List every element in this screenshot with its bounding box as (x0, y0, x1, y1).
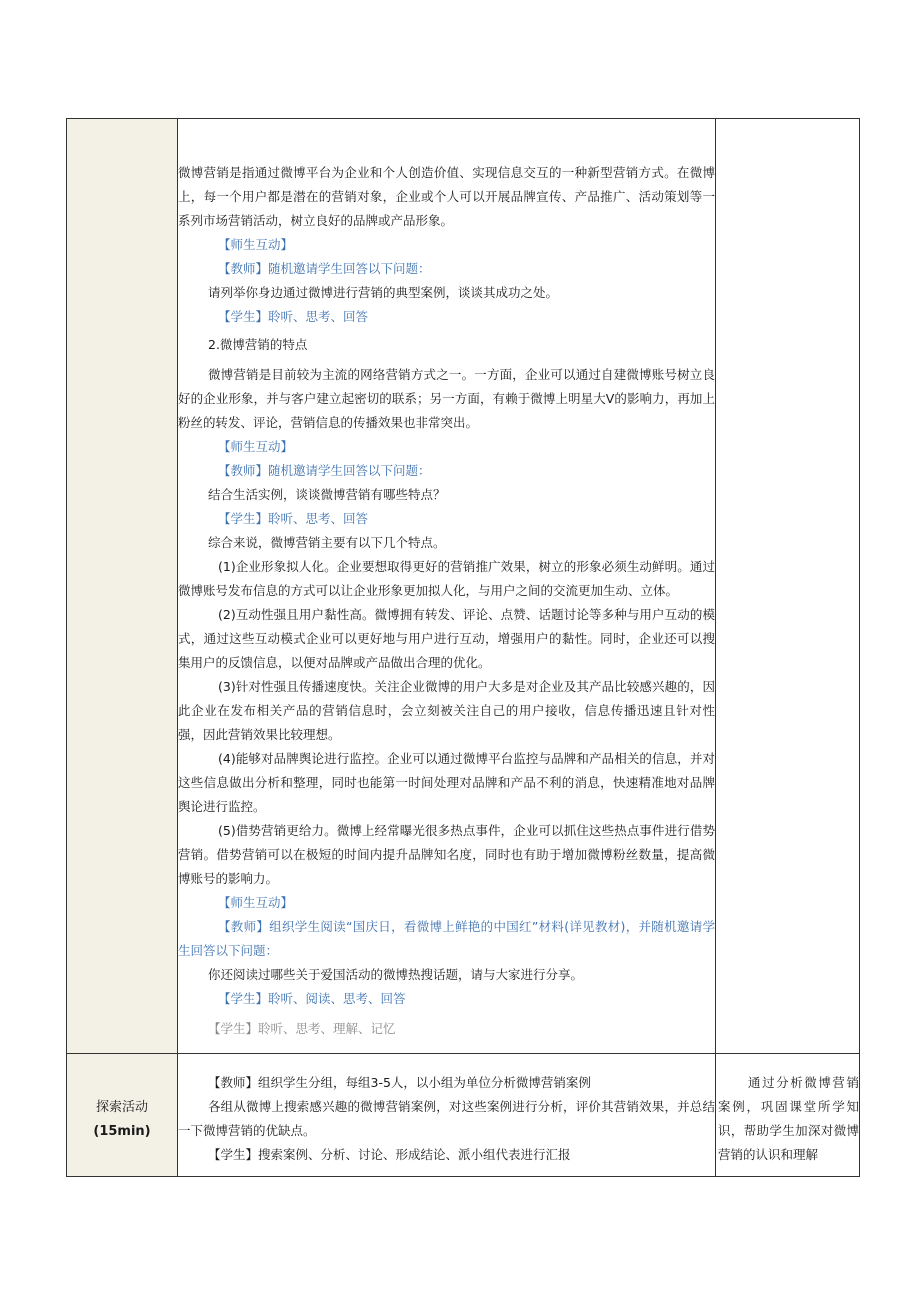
right-cell (716, 119, 860, 1054)
teacher-instruction: 【教师】组织学生分组，每组3-5人，以小组为单位分析微博营销案例 (208, 1074, 591, 1090)
activity-label-cell (67, 1053, 178, 1176)
feature-item: (2)互动性强且用户黏性高。微博拥有转发、评论、点赞、话题讨论等多种与用户互动的模式，通过这些互动模式企业可以更好地与用户进行互动，增强用户的黏性。同时，企业还可以搜集用户的反馈信息，以便对品牌或产品做出合理的优化。 (178, 607, 715, 670)
content-body (178, 119, 715, 1041)
paragraph: 综合来说，微博营销主要有以下几个特点。 (208, 535, 446, 550)
intro-paragraph: 微博营销是指通过微博平台为企业和个人创造价值、实现信息交互的一种新型营销方式。在微博上，每一个用户都是潜在的营销对象，企业或个人可以开展品牌宣传、产品推广、活动策划等一系列市场营销活动，树立良好的品牌或产品形象。 (178, 165, 715, 228)
feature-item: (5)借势营销更给力。微博上经常曝光很多热点事件，企业可以抓住这些热点事件进行借势营销。借势营销可以在极短的时间内提升品牌知名度，同时也有助于增加微博粉丝数量，提高微博账号的影响力。 (178, 823, 715, 886)
teacher-instruction: 【教师】随机邀请学生回答以下问题： (218, 463, 431, 478)
activity-title: 探索活动 (95, 1099, 148, 1115)
question: 你还阅读过哪些关于爱国活动的微博热搜话题，请与大家进行分享。 (208, 967, 584, 982)
student-response: 【学生】聆听、阅读、思考、回答 (218, 991, 406, 1006)
interaction-heading: 【师生互动】 (218, 439, 294, 454)
paragraph: 各组从微博上搜索感兴趣的微博营销案例，对这些案例进行分析，评价其营销效果，并总结一下微博营销的优缺点。 (178, 1098, 715, 1138)
lesson-table (66, 118, 860, 1177)
interaction-heading: 【师生互动】 (218, 237, 294, 252)
content-cell (178, 119, 716, 1054)
question: 请列举你身边通过微博进行营销的典型案例，谈谈其成功之处。 (208, 285, 559, 300)
teacher-instruction: 【教师】组织学生阅读“国庆日，看微博上鲜艳的中国红”材料(详见教材)，并随机邀请学生回答以下问题： (178, 919, 715, 958)
table-row (67, 119, 860, 1054)
student-response: 【学生】聆听、思考、回答 (218, 511, 369, 526)
feature-item: (1)企业形象拟人化。企业要想取得更好的营销推广效果，树立的形象必须生动鲜明。通过微博账号发布信息的方式可以让企业形象更加拟人化，与用户之间的交流更加生动、立体。 (178, 559, 715, 598)
activity-goal: 通过分析微博营销案例，巩固课堂所学知识，帮助学生加深对微博营销的认识和理解 (718, 1074, 859, 1162)
paragraph: 微博营销是目前较为主流的网络营销方式之一。一方面，企业可以通过自建微博账号树立良好的企业形象，并与客户建立起密切的联系；另一方面，有赖于微博上明星大V的影响力，再加上粉丝的转发、评论，营销信息的传播效果也非常突出。 (178, 367, 715, 430)
activity-content-cell (178, 1053, 716, 1176)
left-cell (67, 119, 178, 1054)
student-response: 【学生】搜索案例、分析、讨论、形成结论、派小组代表进行汇报 (208, 1146, 571, 1162)
student-response-faint: 【学生】聆听、思考、理解、记忆 (208, 1021, 396, 1036)
activity-goal-cell (716, 1053, 860, 1176)
feature-item: (4)能够对品牌舆论进行监控。企业可以通过微博平台监控与品牌和产品相关的信息，并对这些信息做出分析和整理，同时也能第一时间处理对品牌和产品不利的消息，快速精准地对品牌舆论进行监控。 (178, 751, 715, 814)
table-row (67, 1053, 860, 1176)
activity-duration: (15min) (93, 1123, 151, 1139)
interaction-heading: 【师生互动】 (218, 895, 294, 910)
feature-item: (3)针对性强且传播速度快。关注企业微博的用户大多是对企业及其产品比较感兴趣的，因此企业在发布相关产品的营销信息时，会立刻被关注自己的用户接收，信息传播迅速且针对性强，因此营销效果比较理想。 (178, 679, 715, 742)
question: 结合生活实例，谈谈微博营销有哪些特点？ (208, 487, 446, 502)
teacher-instruction: 【教师】随机邀请学生回答以下问题： (218, 261, 431, 276)
section-heading: 2.微博营销的特点 (208, 337, 308, 352)
student-response: 【学生】聆听、思考、回答 (218, 309, 369, 324)
